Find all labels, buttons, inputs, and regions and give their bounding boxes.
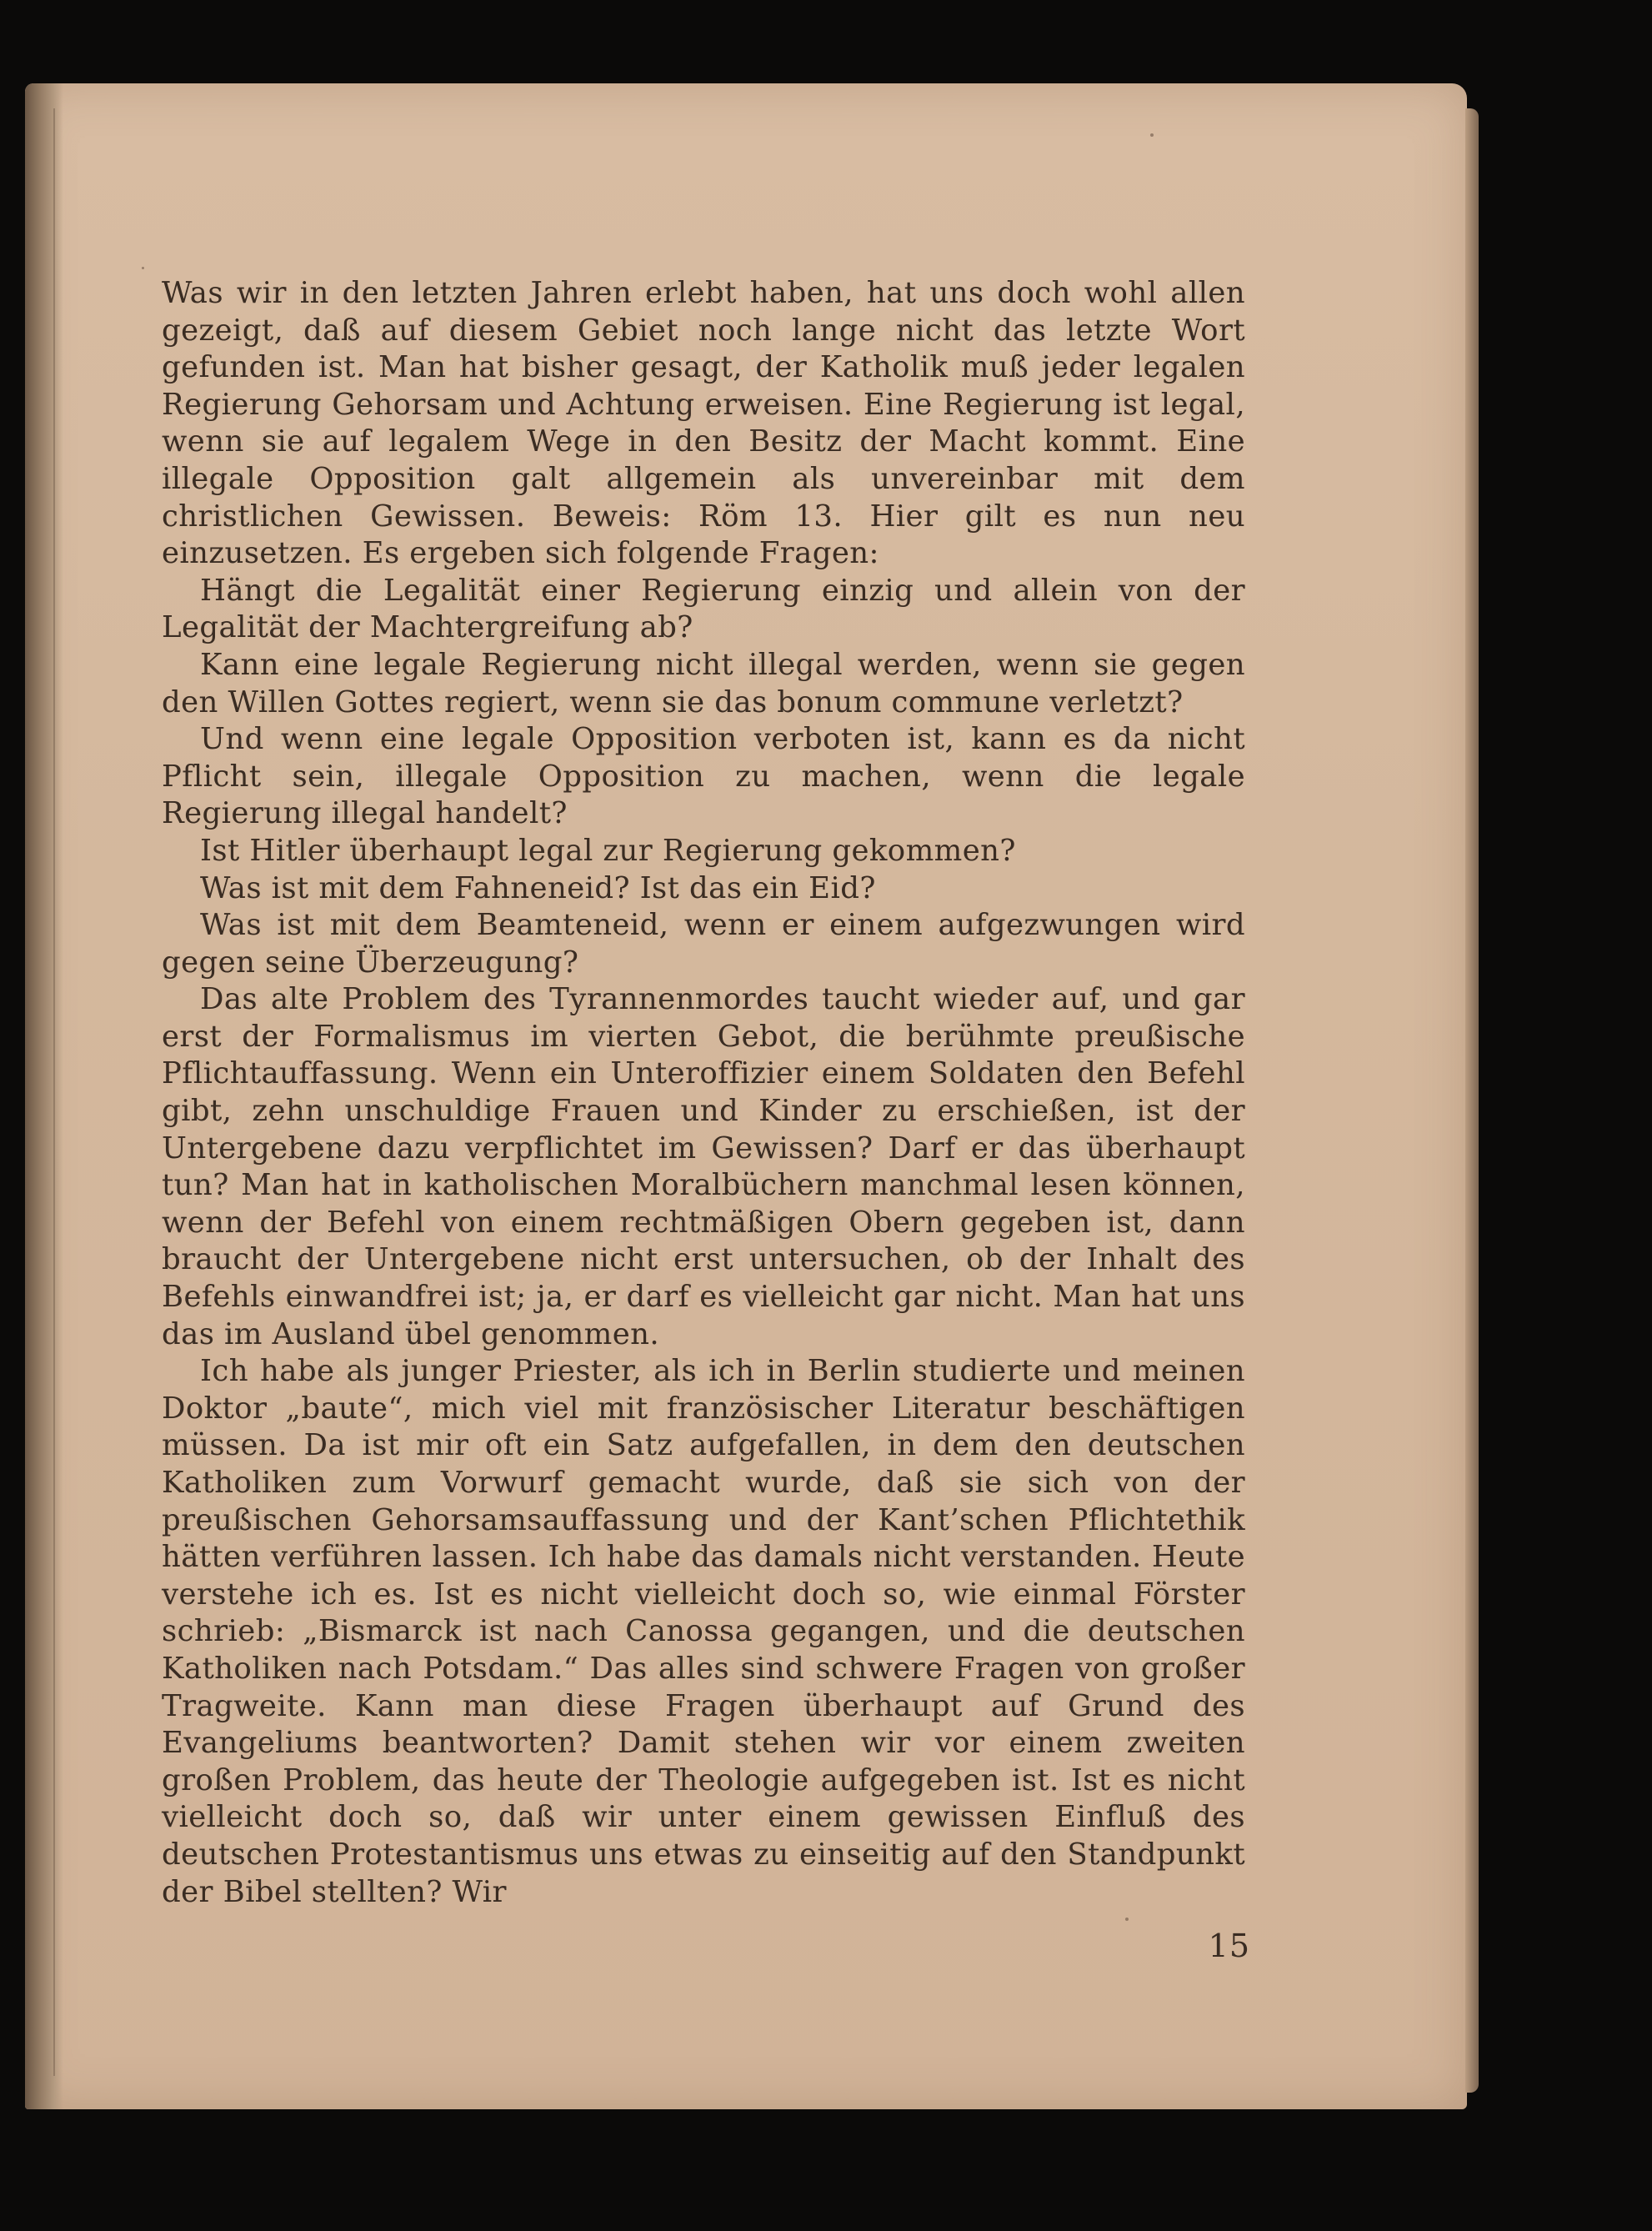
paragraph-8: Das alte Problem des Tyrannenmordes taucht wieder auf, und gar erst der Formalismus im vierten Gebot, die berühmte preußische Pflichtauffassung. Wenn ein Unteroffizier einem Soldaten den Befehl gibt, zehn unschuldige Frauen und Kinder zu erschießen, ist der Untergebene dazu verpflichtet im Gewissen? Darf er das überhaupt tun? Man hat in katholischen Moralbüchern manchmal lesen können, wenn der Befehl von einem rechtmäßigen Obern gegeben ist, dann braucht der Untergebene nicht erst untersuchen, ob der Inhalt des Befehls einwandfrei ist; ja, er darf es vielleicht gar nicht. Man hat uns das im Ausland übel genommen. (162, 982, 1245, 1351)
body-text (162, 275, 1245, 1911)
paragraph-7: Was ist mit dem Beamteneid, wenn er einem aufgezwungen wird gegen seine Überzeugung? (162, 908, 1245, 980)
paper-speck (1125, 1918, 1129, 1921)
paper-speck (142, 267, 144, 269)
paragraph-4: Und wenn eine legale Opposition verboten ist, kann es da nicht Pflicht sein, illegale Opposition zu machen, wenn die legale Regierung illegal handelt? (162, 722, 1245, 831)
page-edge-stack (1465, 108, 1479, 2093)
paragraph-3: Kann eine legale Regierung nicht illegal werden, wenn sie gegen den Willen Gottes regiert, wenn sie das bonum commune verletzt? (162, 647, 1245, 719)
book-spine-shadow (25, 83, 63, 2109)
gutter-fold-line (53, 108, 55, 2076)
paper-speck (1150, 133, 1154, 137)
paragraph-1: Was wir in den letzten Jahren erlebt haben, hat uns doch wohl allen gezeigt, daß auf diesem Gebiet noch lange nicht das letzte Wort gefunden ist. Man hat bisher gesagt, der Katholik muß jeder legalen Regierung Gehorsam und Achtung erweisen. Eine Regierung ist legal, wenn sie auf legalem Wege in den Besitz der Macht kommt. Eine illegale Opposition galt allgemein als unvereinbar mit dem christlichen Gewissen. Beweis: Röm 13. Hier gilt es nun neu einzusetzen. Es ergeben sich folgende Fragen: (162, 276, 1245, 571)
paragraph-2: Hängt die Legalität einer Regierung einzig und allein von der Legalität der Machtergreifung ab? (162, 573, 1245, 645)
paragraph-6: Was ist mit dem Fahneneid? Ist das ein Eid? (200, 870, 876, 905)
paragraph-5: Ist Hitler überhaupt legal zur Regierung gekommen? (200, 833, 1016, 868)
page-number: 15 (1208, 1928, 1250, 1964)
paragraph-9: Ich habe als junger Priester, als ich in Berlin studierte und meinen Doktor „baute“, mich viel mit französischer Literatur beschäftigen müssen. Da ist mir oft ein Satz aufgefallen, in dem den deutschen Katholiken zum Vorwurf gemacht wurde, daß sie sich von der preußischen Gehorsamsauffassung und der Kant’schen Pflichtethik hätten verführen lassen. Ich habe das damals nicht verstanden. Heute verstehe ich es. Ist es nicht vielleicht doch so, wie einmal Förster schrieb: „Bismarck ist nach Canossa gegangen, und die deutschen Katholiken nach Potsdam.“ Das alles sind schwere Fragen von großer Tragweite. Kann man diese Fragen überhaupt auf Grund des Evangeliums beantworten? Damit stehen wir vor einem zweiten großen Problem, das heute der Theologie aufgegeben ist. Ist es nicht vielleicht doch so, daß wir unter einem gewissen Einfluß des deutschen Protestantismus uns etwas zu einseitig auf den Standpunkt der Bibel stellten? Wir (162, 1354, 1245, 1909)
